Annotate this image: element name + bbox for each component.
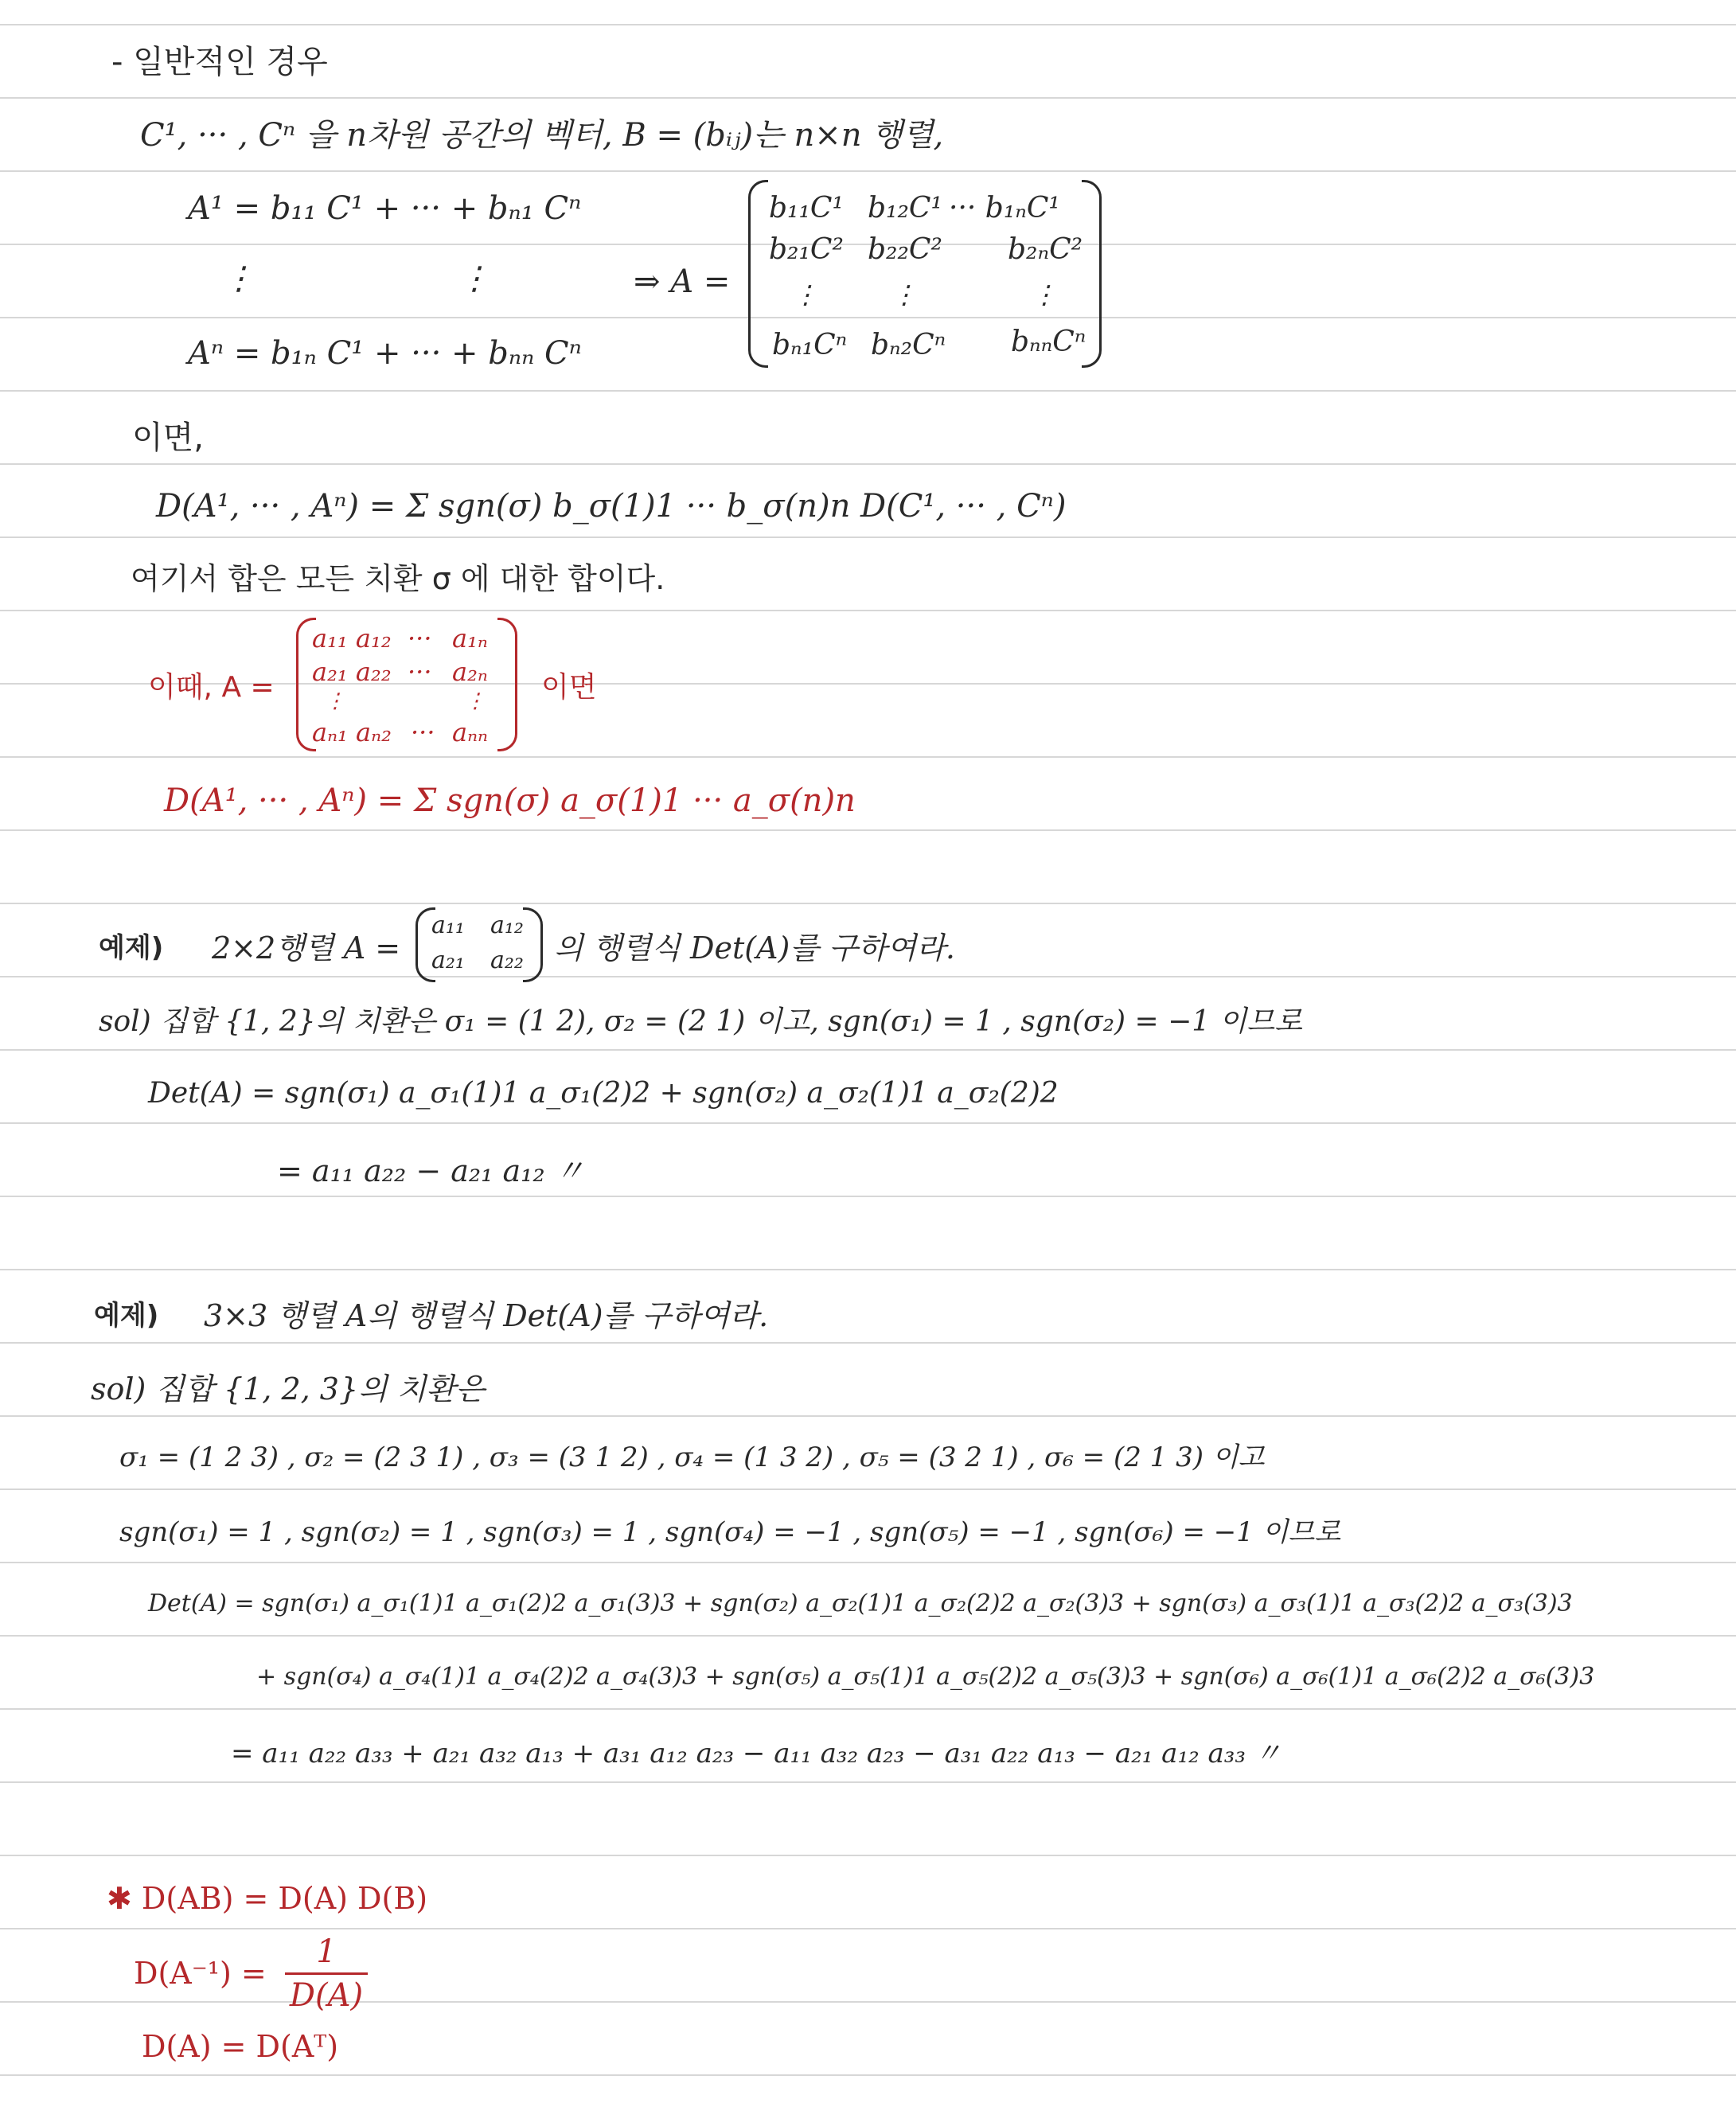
- example2-label: 예제): [94, 1300, 159, 1332]
- matrix-cell: ⋮: [325, 689, 345, 713]
- ruled-line: [0, 829, 1736, 831]
- example2-det-line1: Det(A) = sgn(σ₁) a_σ₁(1)1 a_σ₁(2)2 a_σ₁(3)3 + sgn(σ₂) a_σ₂(1)1 a_σ₂(2)2 a_σ₂(3)3 + sgn(σ₃) a_σ₃(1)1 a_σ₃(2)2 a_σ₃(3)3: [148, 1590, 1573, 1617]
- ruled-line: [0, 976, 1736, 977]
- example2-det-line2: + sgn(σ₄) a_σ₄(1)1 a_σ₄(2)2 a_σ₄(3)3 + sgn(σ₅) a_σ₅(1)1 a_σ₅(2)2 a_σ₅(3)3 + sgn(σ₆) a_σ₆(1)1 a_σ₆(2)2 a_σ₆(3)3: [256, 1663, 1595, 1691]
- matrix-cell: b₁₁C¹: [769, 192, 844, 224]
- matrix-cell: b₂₁C²: [769, 233, 844, 266]
- fraction-numerator: 1: [316, 1933, 337, 1970]
- example2-solution: sol) 집합 {1, 2, 3}의 치환은: [91, 1371, 486, 1407]
- matrix-cell: ⋮: [891, 279, 917, 310]
- ruled-line: [0, 1269, 1736, 1270]
- matrix-cell: ···: [408, 623, 432, 654]
- example1-solution: sol) 집합 {1, 2}의 치환은 σ₁ = (1 2), σ₂ = (2 1) 이고, sgn(σ₁) = 1 , sgn(σ₂) = −1 이므로: [99, 1005, 1302, 1038]
- ruled-line: [0, 1342, 1736, 1344]
- example1-text2: 의 행렬식 Det(A)를 구하여라.: [554, 931, 956, 966]
- matrix-cell: b₂ₙC²: [1008, 233, 1083, 266]
- matrix-cell: a₁₁ a₁₂: [312, 623, 392, 654]
- property-inverse-fraction: [285, 1933, 368, 2014]
- implies-arrow: ⇒ A =: [634, 263, 731, 300]
- matrix-cell: b₁₂C¹: [868, 192, 942, 224]
- matrix-cell: ···: [411, 717, 435, 747]
- equation-a1: A¹ = b₁₁ C¹ + ··· + bₙ₁ Cⁿ: [188, 190, 582, 227]
- example2-signs: sgn(σ₁) = 1 , sgn(σ₂) = 1 , sgn(σ₃) = 1 , sgn(σ₄) = −1 , sgn(σ₅) = −1 , sgn(σ₆) = −1 이므로: [119, 1516, 1341, 1548]
- matrix-bc: [748, 180, 1102, 368]
- matrix-cell: a₁₁: [431, 911, 465, 939]
- ruled-line: [0, 610, 1736, 611]
- example1-label: 예제): [99, 932, 164, 964]
- example2-det-line3: = a₁₁ a₂₂ a₃₃ + a₂₁ a₃₂ a₁₃ + a₃₁ a₁₂ a₂₃ − a₁₁ a₃₂ a₂₃ − a₃₁ a₂₂ a₁₃ − a₂₁ a₁₂ a₃₃ 〃: [231, 1738, 1282, 1769]
- intro-line: C¹, ··· , Cⁿ 을 n차원 공간의 벡터, B = (bᵢⱼ)는 n×n 행렬,: [140, 117, 944, 154]
- matrix-cell: a₂₁: [431, 946, 465, 974]
- ruled-line: [0, 1049, 1736, 1051]
- section-heading: - 일반적인 경우: [111, 44, 328, 80]
- fraction-denominator: D(A): [289, 1977, 364, 2014]
- imyeon-text: 이면,: [132, 419, 204, 456]
- example1-det-line2: = a₁₁ a₂₂ − a₂₁ a₁₂ 〃: [277, 1153, 585, 1188]
- example2-text: 3×3 행렬 A의 행렬식 Det(A)를 구하여라.: [204, 1298, 769, 1333]
- ruled-line: [0, 463, 1736, 465]
- matrix-cell: bₙₙCⁿ: [1011, 326, 1086, 358]
- matrix-cell: aₙ₁ aₙ₂: [312, 717, 392, 747]
- ruled-line: [0, 1855, 1736, 1856]
- matrix-cell: ···: [408, 657, 432, 687]
- example1-det-line1: Det(A) = sgn(σ₁) a_σ₁(1)1 a_σ₁(2)2 + sgn(σ₂) a_σ₂(1)1 a_σ₂(2)2: [148, 1077, 1059, 1110]
- matrix-a-red: [296, 618, 517, 751]
- example1-text: 2×2행렬 A =: [212, 931, 401, 966]
- determinant-formula: D(A¹, ··· , Aⁿ) = Σ sgn(σ) b_σ(1)1 ··· b_σ(n)n D(C¹, ··· , Cⁿ): [156, 488, 1067, 525]
- right-bracket: [497, 618, 517, 751]
- property-multiplicative: ✱ D(AB) = D(A) D(B): [107, 1881, 428, 1916]
- matrix-cell: aₙₙ: [452, 717, 489, 747]
- matrix-cell: bₙ₂Cⁿ: [871, 329, 946, 361]
- vdots-left: ⋮: [223, 260, 255, 297]
- ruled-line: [0, 1635, 1736, 1637]
- example2-permutations: σ₁ = (1 2 3) , σ₂ = (2 3 1) , σ₃ = (3 1 2) , σ₄ = (1 3 2) , σ₅ = (3 2 1) , σ₆ = (2 1 3) 이고: [119, 1442, 1265, 1473]
- matrix-cell: ⋮: [793, 279, 818, 310]
- ruled-line: [0, 1708, 1736, 1710]
- ruled-line: [0, 390, 1736, 392]
- ruled-line: [0, 1122, 1736, 1124]
- ruled-line: [0, 1928, 1736, 1929]
- matrix-cell: a₂₂: [490, 946, 524, 974]
- ittae-text: 이때, A =: [148, 671, 275, 704]
- ruled-line: [0, 97, 1736, 99]
- ruled-line: [0, 1562, 1736, 1563]
- ruled-line: [0, 2074, 1736, 2076]
- determinant-formula-red: D(A¹, ··· , Aⁿ) = Σ sgn(σ) a_σ(1)1 ··· a_σ(n)n: [164, 782, 856, 819]
- sum-note: 여기서 합은 모든 치환 σ 에 대한 합이다.: [131, 561, 665, 596]
- left-bracket: [748, 180, 768, 368]
- ruled-line: [0, 756, 1736, 758]
- matrix-cell: a₁ₙ: [452, 623, 488, 654]
- imyeon-red: 이면: [541, 671, 597, 704]
- ruled-line: [0, 170, 1736, 172]
- ruled-line: [0, 1781, 1736, 1783]
- property-inverse-lhs: D(A⁻¹) =: [134, 1956, 267, 1991]
- matrix-cell: a₂ₙ: [452, 657, 488, 687]
- matrix-cell: ··· b₁ₙC¹: [949, 192, 1060, 224]
- ruled-line: [0, 2001, 1736, 2003]
- ruled-line: [0, 1196, 1736, 1197]
- matrix-cell: a₂₁ a₂₂: [312, 657, 392, 687]
- example1-matrix: [415, 907, 543, 982]
- matrix-cell: bₙ₁Cⁿ: [772, 329, 848, 361]
- ruled-line: [0, 1415, 1736, 1417]
- matrix-cell: ⋮: [1032, 279, 1057, 310]
- ruled-line: [0, 1488, 1736, 1490]
- ruled-line: [0, 903, 1736, 904]
- right-bracket: [523, 907, 543, 982]
- matrix-cell: ⋮: [465, 689, 486, 713]
- matrix-cell: b₂₂C²: [868, 233, 942, 266]
- equation-an: Aⁿ = b₁ₙ C¹ + ··· + bₙₙ Cⁿ: [188, 335, 582, 372]
- ruled-line: [0, 536, 1736, 538]
- ruled-line: [0, 24, 1736, 25]
- property-transpose: D(A) = D(Aᵀ): [142, 2029, 339, 2064]
- vdots-mid: ⋮: [458, 260, 490, 297]
- matrix-cell: a₁₂: [490, 911, 524, 939]
